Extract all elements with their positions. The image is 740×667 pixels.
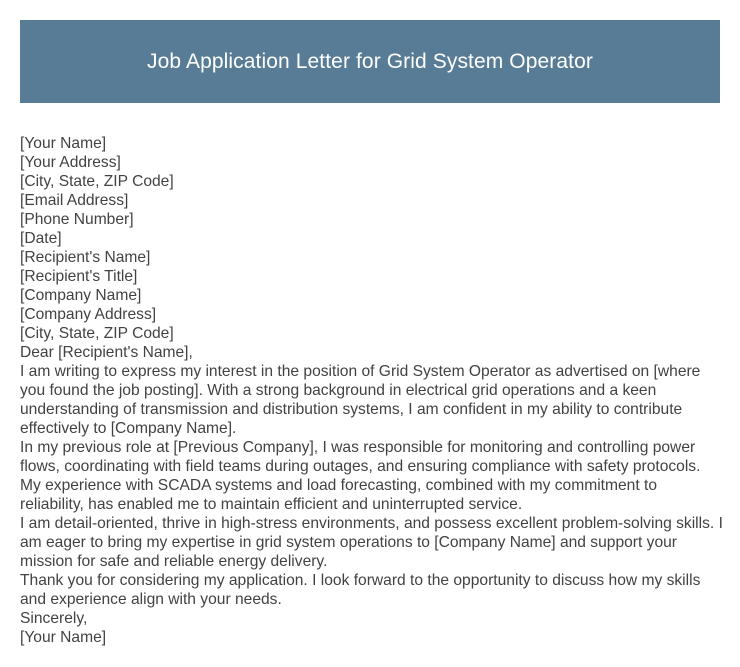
recipient-address: [Company Address] xyxy=(20,306,157,323)
recipient-city-state-zip: [City, State, ZIP Code] xyxy=(20,325,174,342)
recipient-title: [Recipient's Title] xyxy=(20,268,138,285)
paragraph-closing: Thank you for considering my application. I look forward to the opportunity to discuss how my skills and experience align with your needs. xyxy=(20,572,701,608)
title-banner xyxy=(20,20,720,103)
closing: Sincerely, xyxy=(20,610,88,627)
paragraph-intro: I am writing to express my interest in the position of Grid System Operator as advertised on [where you found the job posting]. With a strong background in electrical grid operations and a keen understanding of transmission and distribution systems, I am confident in my ability to contribute effectively to [Company Name]. xyxy=(20,363,701,437)
sender-name: [Your Name] xyxy=(20,135,107,152)
salutation: Dear [Recipient's Name], xyxy=(20,344,193,361)
page-title: Job Application Letter for Grid System Operator xyxy=(147,49,593,73)
recipient-company: [Company Name] xyxy=(20,287,142,304)
paragraph-qualities: I am detail-oriented, thrive in high-stress environments, and possess excellent problem-solving skills. I am eager to bring my expertise in grid system operations to [Company Name] and support your mission for safe and reliable energy delivery. xyxy=(20,515,723,570)
sender-address: [Your Address] xyxy=(20,154,121,171)
signature: [Your Name] xyxy=(20,629,107,646)
letter-date: [Date] xyxy=(20,230,62,247)
sender-city-state-zip: [City, State, ZIP Code] xyxy=(20,173,174,190)
letter-body xyxy=(20,134,725,647)
sender-phone: [Phone Number] xyxy=(20,211,134,228)
recipient-name: [Recipient's Name] xyxy=(20,249,151,266)
sender-email: [Email Address] xyxy=(20,192,129,209)
paragraph-experience: In my previous role at [Previous Company], I was responsible for monitoring and controlling power flows, coordinating with field teams during outages, and ensuring compliance with safety protocols. My experience with SCADA systems and load forecasting, combined with my commitment to reliability, has enabled me to maintain efficient and uninterrupted service. xyxy=(20,439,701,513)
